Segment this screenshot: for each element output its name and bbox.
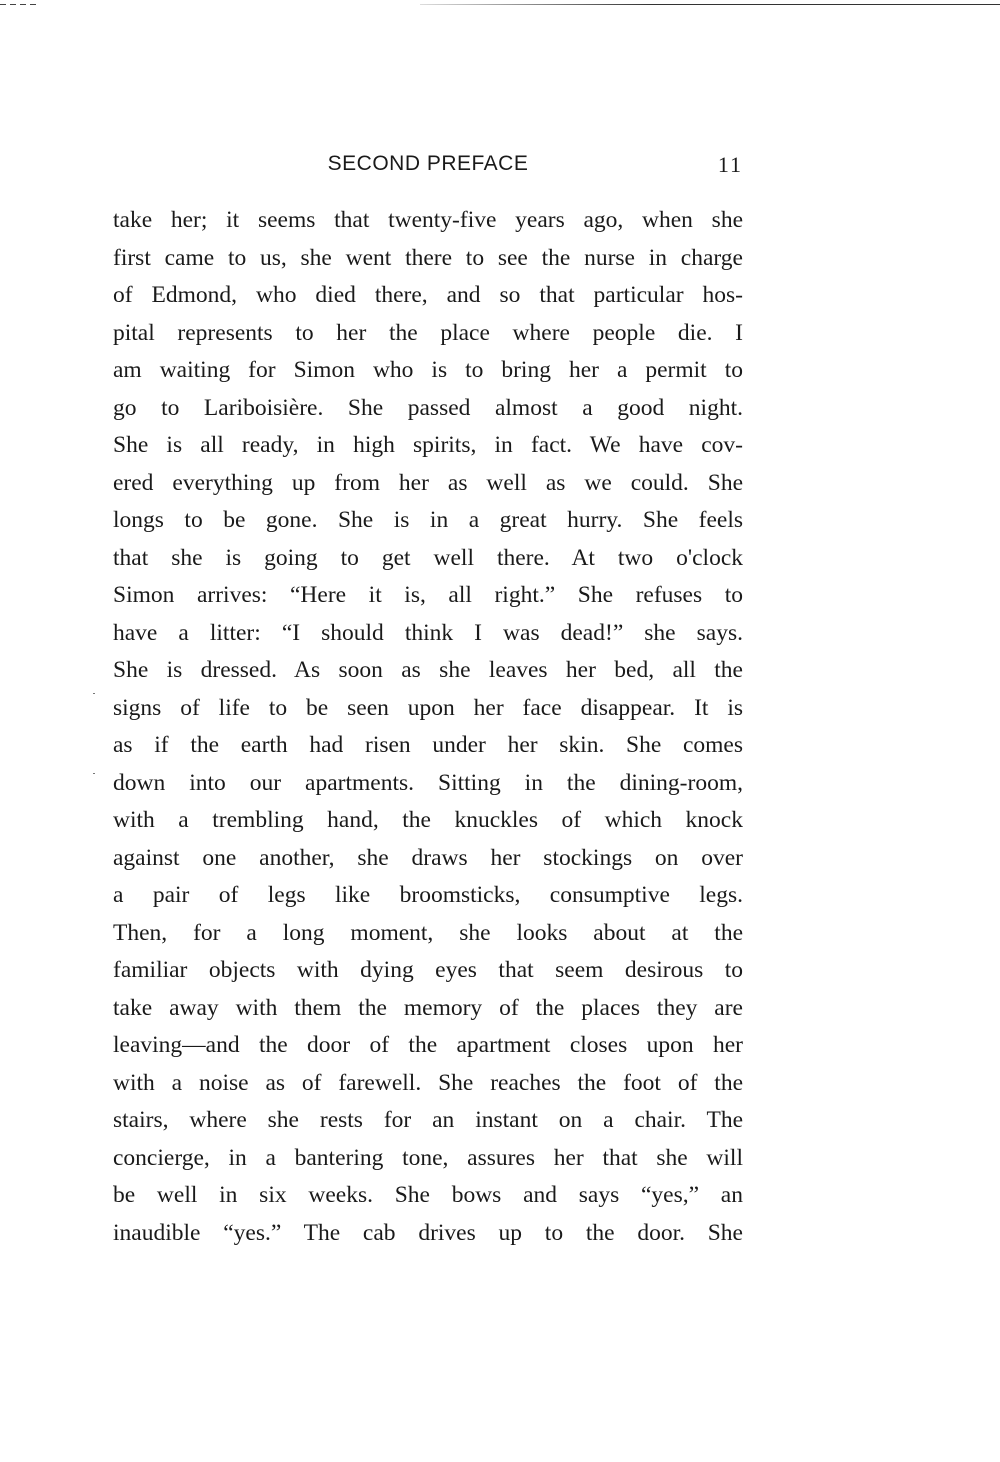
text-line: take away with them the memory of the places they are	[113, 994, 743, 1021]
margin-speck	[93, 693, 95, 694]
text-line: am waiting for Simon who is to bring her a permit to	[113, 357, 743, 383]
page-number: 11	[717, 152, 743, 177]
text-line: against one another, she draws her stockings on over	[113, 844, 743, 871]
text-line: as if the earth had risen under her skin. She comes	[113, 732, 743, 758]
text-line: be well in six weeks. She bows and says “yes,” an	[113, 1182, 743, 1208]
scan-edge-right	[420, 4, 1000, 5]
text-line: take her; it seems that twenty-five years ago, when she	[113, 207, 743, 233]
text-line: familiar objects with dying eyes that seem desirous to	[113, 957, 743, 983]
text-line: Then, for a long moment, she looks about at the	[113, 919, 743, 946]
text-line: have a litter: “I should think I was dead!” she says.	[113, 619, 743, 646]
margin-speck	[93, 773, 95, 774]
text-line: with a trembling hand, the knuckles of which knock	[113, 807, 743, 833]
text-line: leaving—and the door of the apartment closes upon her	[113, 1032, 743, 1058]
text-line: signs of life to be seen upon her face disappear. It is	[113, 694, 743, 721]
text-line: She is all ready, in high spirits, in fact. We have cov-	[113, 432, 743, 458]
text-line: concierge, in a bantering tone, assures her that she will	[113, 1144, 743, 1171]
text-line: first came to us, she went there to see the nurse in charge	[113, 244, 743, 271]
running-head	[113, 152, 743, 182]
scan-edge-left	[0, 4, 40, 5]
text-line: a pair of legs like broomsticks, consumptive legs.	[113, 882, 743, 908]
text-line: stairs, where she rests for an instant on a chair. The	[113, 1107, 743, 1133]
text-line: inaudible “yes.” The cab drives up to the door. She	[113, 1219, 743, 1246]
text-line: She is dressed. As soon as she leaves her bed, all the	[113, 657, 743, 683]
text-line: pital represents to her the place where people die. I	[113, 319, 743, 346]
text-line: that she is going to get well there. At two o'clock	[113, 544, 743, 571]
body-text	[113, 202, 743, 1252]
text-line: go to Lariboisière. She passed almost a good night.	[113, 394, 743, 421]
text-line: of Edmond, who died there, and so that particular hos-	[113, 282, 743, 308]
running-title: SECOND PREFACE	[327, 152, 529, 175]
text-line: with a noise as of farewell. She reaches the foot of the	[113, 1069, 743, 1096]
text-line: ered everything up from her as well as we could. She	[113, 469, 743, 496]
text-line: Simon arrives: “Here it is, all right.” She refuses to	[113, 582, 743, 608]
text-line: down into our apartments. Sitting in the dining-room,	[113, 769, 743, 796]
text-line: longs to be gone. She is in a great hurry. She feels	[113, 507, 743, 533]
